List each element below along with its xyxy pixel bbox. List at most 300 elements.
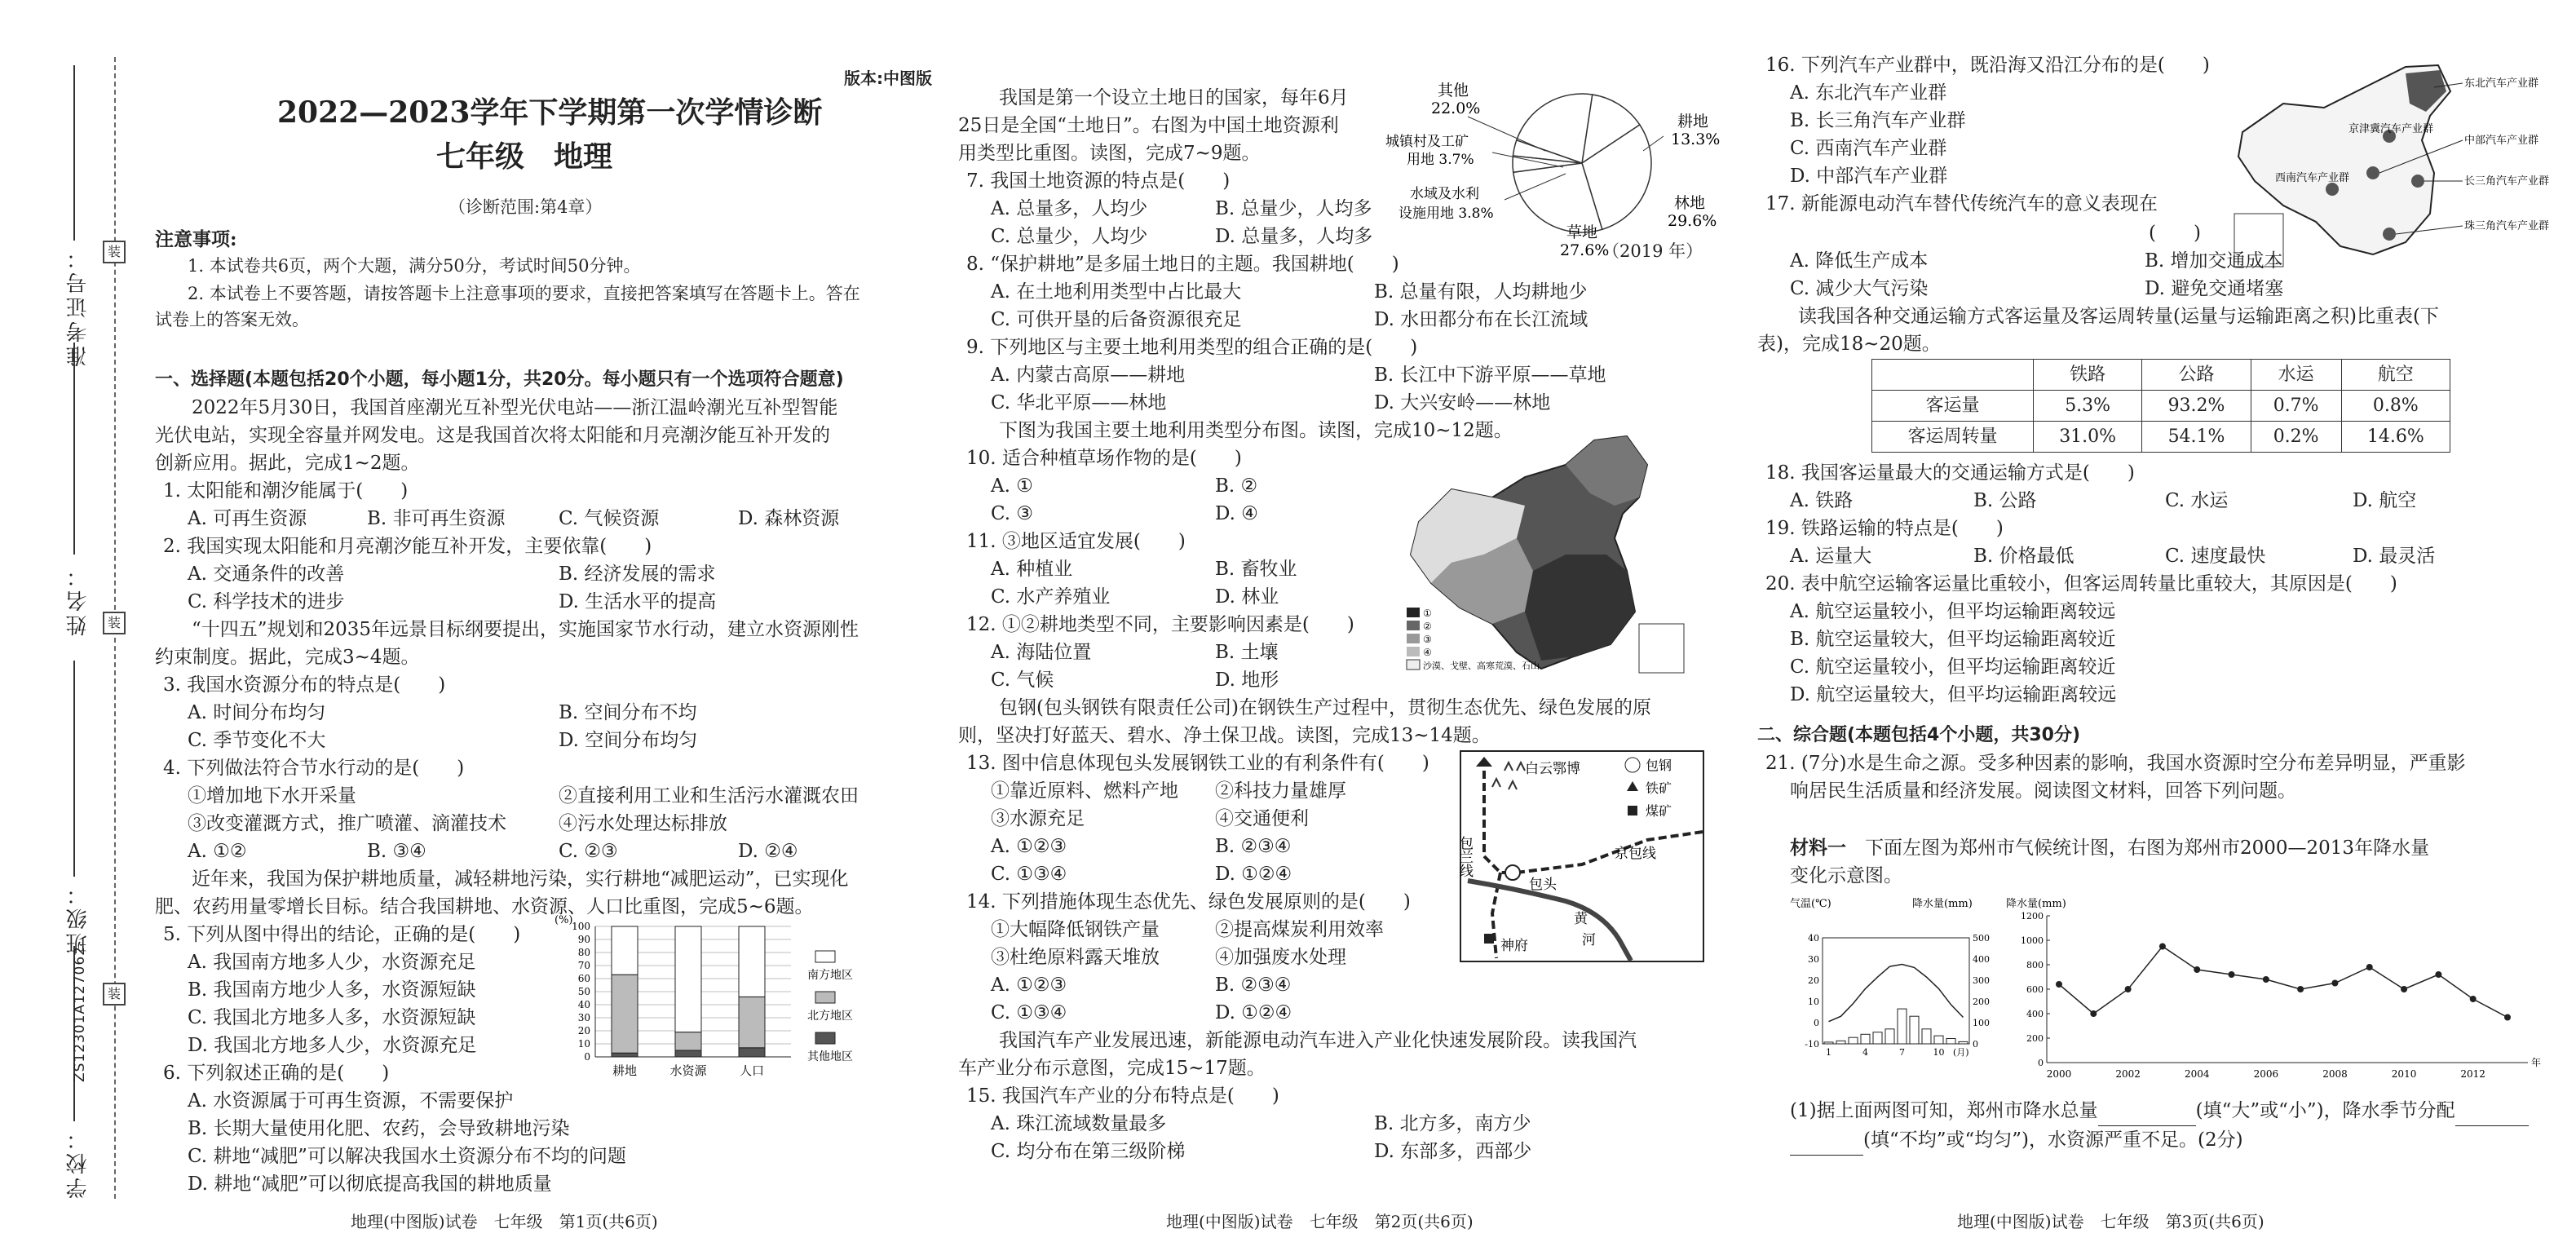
q9-option-b[interactable]: B. 长江中下游平原——草地	[1374, 365, 1606, 386]
precipitation-bar	[1934, 1036, 1943, 1044]
southwest-cluster	[2326, 183, 2339, 196]
rainfall-point	[2401, 986, 2407, 992]
legend-steel-icon	[1625, 758, 1640, 772]
edition-label: 版本:中图版	[844, 69, 932, 88]
q20-option-b[interactable]: B. 航空运量较大，但平均运输距离较近	[1790, 629, 2116, 650]
question-21-1	[1790, 1096, 2529, 1126]
q2-option-a[interactable]: A. 交通条件的改善	[188, 564, 345, 585]
x-tick-label: 2000	[2046, 1068, 2072, 1080]
precipitation-bar	[1873, 1032, 1882, 1044]
table-header-row	[1872, 360, 2450, 391]
precipitation-bar	[1849, 1037, 1858, 1044]
q3-option-b[interactable]: B. 空间分布不均	[559, 702, 697, 723]
question-16: 16. 下列汽车产业群中，既沿海又沿江分布的是( )	[1765, 55, 2210, 76]
q19-option-a[interactable]: A. 运量大	[1790, 546, 1872, 567]
precipitation-tick: 100	[1973, 1018, 1990, 1028]
q14-item-2: ②提高煤炭利用效率	[1215, 919, 1384, 940]
question-21-1-text: (填“大”或“小”)，降水季节分配	[2195, 1100, 2455, 1121]
precipitation-axis-label: 降水量(mm)	[1912, 898, 1973, 910]
q12-option-c[interactable]: C. 气候	[991, 670, 1054, 691]
pie-label-other: 其他	[1438, 82, 1469, 99]
q18-option-b[interactable]: B. 公路	[1973, 490, 2037, 511]
exam-scope: （诊断范围:第4章）	[448, 197, 603, 217]
zhengzhou-climate-chart	[1790, 895, 2002, 1059]
q4-item-2: ②直接利用工业和生活污水灌溉农田	[559, 785, 859, 807]
q17-option-d[interactable]: D. 避免交通堵塞	[2145, 278, 2284, 299]
x-tick-label: 2006	[2253, 1068, 2279, 1080]
exam-subtitle: 七年级 地理	[436, 139, 613, 174]
table-header	[1872, 360, 2034, 391]
passage-8: 表)，完成18~20题。	[1757, 334, 1941, 355]
legend-label-2: ②	[1423, 621, 1432, 632]
q13-option-c[interactable]: C. ①③④	[991, 864, 1067, 885]
q3-option-a[interactable]: A. 时间分布均匀	[188, 702, 326, 723]
label-baiyun-ebo: 白云鄂博	[1525, 761, 1580, 777]
q1-option-d[interactable]: D. 森林资源	[738, 508, 840, 529]
bar-segment	[612, 975, 638, 1053]
q14-option-b[interactable]: B. ②③④	[1215, 975, 1292, 996]
q10-option-b[interactable]: B. ②	[1215, 475, 1258, 497]
label-pearl: 珠三角汽车产业群	[2464, 220, 2550, 232]
q18-option-c[interactable]: C. 水运	[2165, 490, 2229, 511]
passage-3: 近年来，我国为保护耕地质量，减轻耕地污染，实行耕地“减肥运动”，已实现化	[192, 869, 849, 890]
question-17: 17. 新能源电动汽车替代传统汽车的意义表现在	[1765, 193, 2158, 214]
q14-item-4: ④加强废水处理	[1215, 947, 1346, 968]
q4-option-b[interactable]: B. ③④	[367, 841, 426, 862]
question-5: 5. 下列从图中得出的结论，正确的是( )	[163, 924, 521, 945]
pie-label-town: 城镇村及工矿	[1385, 134, 1469, 150]
y-tick-label: 80	[577, 947, 590, 958]
q17-option-c[interactable]: C. 减少大气污染	[1790, 278, 1929, 299]
bar-segment	[739, 926, 765, 997]
q6-option-a[interactable]: A. 水资源属于可再生资源，不需要保护	[188, 1090, 514, 1112]
label-baolan-line: 包兰线	[1456, 836, 1473, 877]
q20-option-a[interactable]: A. 航空运量较小，但平均运输距离较远	[1790, 601, 2116, 622]
q15-option-b[interactable]: B. 北方多，南方少	[1374, 1113, 1531, 1134]
y-axis-label: 降水量(mm)	[2006, 898, 2066, 910]
precipitation-bar	[1959, 1041, 1968, 1044]
pie-value-forest: 29.6%	[1668, 212, 1717, 230]
passage-5: 下图为我国主要土地利用类型分布图。读图，完成10~12题。	[999, 420, 1513, 441]
rainfall-point	[2263, 976, 2269, 983]
month-tick: 10	[1933, 1047, 1945, 1058]
question-14: 14. 下列措施体现生态优先、绿色发展原则的是( )	[966, 891, 1411, 913]
label-river: 河	[1582, 932, 1596, 948]
legend-swatch	[815, 1032, 835, 1044]
note-2b: 试卷上的答案无效。	[155, 310, 309, 329]
question-15: 15. 我国汽车产业的分布特点是( )	[966, 1085, 1279, 1107]
question-21-1-text: (填“不均”或“均匀”)，水资源严重不足。(2分)	[1863, 1129, 2243, 1151]
question-2: 2. 我国实现太阳能和月亮潮汐能互补开发，主要依靠( )	[163, 536, 652, 557]
legend-steel-label: 包钢	[1646, 758, 1672, 773]
table-cell: 客运周转量	[1872, 422, 2034, 453]
q12-option-b[interactable]: B. 土壤	[1215, 642, 1279, 663]
section-2-heading: 二、综合题(本题包括4个小题，共30分)	[1757, 725, 2081, 745]
y-tick-label: 1200	[2021, 911, 2044, 922]
page-2-footer: 地理(中图版)试卷 七年级 第2页(共6页)	[1166, 1212, 1474, 1231]
y-tick-label: 600	[2026, 984, 2044, 995]
precipitation-tick: 200	[1973, 997, 1990, 1007]
school-label: 学校：	[66, 1125, 91, 1199]
x-tick-label: 耕地	[612, 1063, 638, 1078]
y-tick-label: 0	[2038, 1058, 2044, 1068]
q5-option-b[interactable]: B. 我国南方地少人多，水资源短缺	[188, 979, 476, 1001]
precipitation-bar	[1946, 1039, 1955, 1045]
q13-item-2: ②科技力量雄厚	[1215, 780, 1346, 802]
label-northeast: 东北汽车产业群	[2464, 77, 2539, 90]
seal-mark: 装	[103, 983, 126, 1006]
q8-option-a[interactable]: A. 在土地利用类型中占比最大	[991, 281, 1242, 303]
question-20: 20. 表中航空运输客运量比重较小，但客运周转量比重较大，其原因是( )	[1765, 573, 2397, 594]
paper-code: ZS12301A127062	[72, 946, 88, 1083]
q17-option-a[interactable]: A. 降低生产成本	[1790, 250, 1929, 272]
q18-option-d[interactable]: D. 航空	[2353, 490, 2417, 511]
question-7: 7. 我国土地资源的特点是( )	[966, 170, 1231, 192]
question-21-1-text: (1)据上面两图可知，郑州市降水总量	[1790, 1100, 2098, 1121]
rainfall-point	[2090, 1010, 2097, 1017]
y-tick-label: 50	[577, 986, 590, 997]
pie-value-other: 22.0%	[1431, 99, 1481, 117]
admission-label: 准考证号：	[66, 245, 91, 367]
q9-option-d[interactable]: D. 大兴安岭——林地	[1374, 392, 1551, 413]
rainfall-point	[2366, 964, 2373, 970]
q15-option-d[interactable]: D. 东部多，西部少	[1374, 1141, 1532, 1162]
q4-item-1: ①增加地下水开采量	[188, 785, 356, 807]
q13-option-d[interactable]: D. ①②④	[1215, 864, 1292, 885]
table-header: 公路	[2142, 360, 2251, 391]
pie-slices	[1513, 94, 1651, 232]
question-8: 8. “保护耕地”是多届土地日的主题。我国耕地( )	[966, 254, 1399, 275]
q8-option-c[interactable]: C. 可供开垦的后备资源很充足	[991, 309, 1242, 330]
question-21-1-line2	[1790, 1125, 2243, 1156]
question-21: 响居民生活质量和经济发展。阅读图文材料，回答下列问题。	[1790, 780, 2296, 802]
passage-6: 包钢(包头钢铁有限责任公司)在钢铁生产过程中，贯彻生态优先、绿色发展的原	[999, 697, 1651, 718]
q16-option-b[interactable]: B. 长三角汽车产业群	[1790, 110, 1966, 131]
q1-option-a[interactable]: A. 可再生资源	[188, 508, 307, 529]
car-industry-map	[2226, 59, 2561, 271]
pie-value-water: 设施用地 3.8%	[1398, 206, 1494, 222]
legend-coal-icon	[1628, 806, 1637, 815]
y-tick-label: 1000	[2021, 935, 2044, 946]
precipitation-bar	[1861, 1034, 1870, 1044]
q12-option-d[interactable]: D. 地形	[1215, 670, 1279, 691]
q4-option-c[interactable]: C. ②③	[559, 841, 618, 862]
q16-option-d[interactable]: D. 中部汽车产业群	[1790, 166, 1948, 187]
q8-option-b[interactable]: B. 总量有限，人均耕地少	[1374, 281, 1588, 303]
temperature-tick: 40	[1808, 933, 1819, 944]
precipitation-bar	[1885, 1029, 1894, 1044]
passage-4: 25日是全国“土地日”。右图为中国土地资源利	[958, 115, 1339, 136]
y-tick-label: 40	[577, 999, 590, 1010]
q7-option-d[interactable]: D. 总量多，人均多	[1215, 226, 1373, 247]
bar-segment	[612, 926, 638, 975]
pie-label-water: 水域及水利	[1410, 186, 1479, 202]
table-header: 航空	[2341, 360, 2450, 391]
q10-option-c[interactable]: C. ③	[991, 503, 1034, 524]
name-label: 姓名：	[66, 563, 91, 636]
exam-title: 2022—2023学年下学期第一次学情诊断	[277, 95, 823, 130]
passage-1: 创新应用。据此，完成1~2题。	[155, 453, 420, 474]
land-use-map	[1403, 432, 1696, 685]
precipitation-tick: 500	[1973, 933, 1990, 944]
precipitation-bar	[1836, 1041, 1845, 1044]
table-cell: 5.3%	[2033, 391, 2141, 422]
temperature-tick: -10	[1805, 1039, 1819, 1050]
bar-segment	[675, 1032, 701, 1050]
q1-option-c[interactable]: C. 气候资源	[559, 508, 660, 529]
y-tick-label: 100	[572, 921, 590, 932]
precipitation-tick: 300	[1973, 975, 1990, 986]
label-yellow: 黄	[1574, 911, 1588, 927]
legend-label: 其他地区	[807, 1050, 853, 1063]
month-tick: 7	[1899, 1047, 1905, 1058]
legend-label-1: ①	[1423, 608, 1432, 619]
admission-line	[73, 65, 75, 241]
answer-blank-2a[interactable]	[2455, 1096, 2529, 1126]
table-cell: 0.8%	[2341, 391, 2450, 422]
x-tick-label: 2010	[2391, 1068, 2417, 1080]
q12-option-a[interactable]: A. 海陆位置	[991, 642, 1092, 663]
temperature-axis-label: 气温(℃)	[1790, 898, 1831, 910]
q13-item-3: ③水源充足	[991, 808, 1085, 829]
bar-segment	[675, 926, 701, 1032]
legend-swatch-2	[1407, 621, 1420, 630]
question-13: 13. 图中信息体现包头发展钢铁工业的有利条件有( )	[966, 753, 1429, 774]
x-tick-label: 人口	[739, 1063, 765, 1078]
q11-option-d[interactable]: D. 林业	[1215, 586, 1279, 608]
q2-option-b[interactable]: B. 经济发展的需求	[559, 564, 716, 585]
pie-value-grassland: 27.6%	[1560, 241, 1610, 259]
q20-option-d[interactable]: D. 航空运量较大，但平均运输距离较远	[1790, 684, 2117, 705]
q13-option-b[interactable]: B. ②③④	[1215, 836, 1292, 857]
question-4: 4. 下列做法符合节水行动的是( )	[163, 758, 465, 779]
q2-option-d[interactable]: D. 生活水平的提高	[559, 591, 717, 612]
passage-2: 约束制度。据此，完成3~4题。	[155, 647, 420, 668]
q19-option-b[interactable]: B. 价格最低	[1973, 546, 2074, 567]
passage-7: 车产业分布示意图，完成15~17题。	[958, 1058, 1266, 1079]
legend-label-3: ③	[1423, 634, 1432, 645]
q14-option-a[interactable]: A. ①②③	[991, 975, 1067, 996]
question-6: 6. 下列叙述正确的是( )	[163, 1063, 390, 1084]
material-1-text: 下面左图为郑州市气候统计图，右图为郑州市2000—2013年降水量	[1846, 838, 2430, 859]
y-tick-label: 30	[577, 1012, 590, 1023]
passage-8: 读我国各种交通运输方式客运量及客运周转量(运量与运输距离之积)比重表(下	[1798, 306, 2439, 327]
q4-item-3: ③改变灌溉方式，推广喷灌、滴灌技术	[188, 813, 506, 834]
table-cell: 54.1%	[2142, 422, 2251, 453]
material-1-heading: 材料一	[1790, 837, 1846, 859]
y-tick-label: 90	[577, 934, 590, 945]
label-yangtze: 长三角汽车产业群	[2464, 175, 2550, 188]
q19-option-c[interactable]: C. 速度最快	[2165, 546, 2266, 567]
precipitation-bar	[1824, 1042, 1833, 1044]
q3-option-d[interactable]: D. 空间分布均匀	[559, 730, 698, 751]
pie-year: （2019 年）	[1602, 241, 1703, 261]
label-central: 中部汽车产业群	[2464, 135, 2539, 147]
pie-label-farmland: 耕地	[1677, 113, 1709, 130]
q4-option-d[interactable]: D. ②④	[738, 841, 798, 862]
table-row	[1872, 422, 2450, 453]
rainfall-point	[2504, 1014, 2511, 1021]
rainfall-point	[2297, 986, 2304, 992]
pie-label-forest: 林地	[1674, 194, 1706, 212]
page-1-footer: 地理(中图版)试卷 七年级 第1页(共6页)	[351, 1212, 658, 1231]
region-farmland	[1525, 555, 1635, 661]
q14-option-d[interactable]: D. ①②④	[1215, 1002, 1292, 1023]
table-cell: 14.6%	[2341, 422, 2450, 453]
passage-1: 2022年5月30日，我国首座潮光互补型光伏电站——浙江温岭潮光互补型智能	[192, 397, 838, 418]
table-header: 铁路	[2033, 360, 2141, 391]
page-3-footer: 地理(中图版)试卷 七年级 第3页(共6页)	[1957, 1212, 2264, 1231]
question-9: 9. 下列地区与主要土地利用类型的组合正确的是( )	[966, 337, 1418, 358]
q10-option-a[interactable]: A. ①	[991, 475, 1033, 497]
note-2: 2. 本试卷上不要答题，请按答题卡上注意事项的要求，直接把答案填写在答题卡上。答在	[188, 284, 860, 303]
q14-item-3: ③杜绝原料露天堆放	[991, 947, 1160, 968]
label-jingbao-line: 京包线	[1615, 846, 1656, 862]
q16-option-a[interactable]: A. 东北汽车产业群	[1790, 82, 1947, 104]
passage-1: 光伏电站，实现全容量并网发电。这是我国首次将太阳能和月亮潮汐能互补开发的	[155, 425, 830, 446]
legend-label: 北方地区	[807, 1010, 853, 1023]
table-cell: 客运量	[1872, 391, 2034, 422]
legend-iron-label: 铁矿	[1646, 780, 1672, 796]
baotou-steel-icon	[1505, 865, 1520, 880]
q14-option-c[interactable]: C. ①③④	[991, 1002, 1067, 1023]
bar-segment	[675, 1050, 701, 1057]
x-tick-label: 2008	[2322, 1068, 2348, 1080]
coal-mine-icon	[1484, 934, 1494, 944]
precipitation-bar	[1922, 1029, 1931, 1044]
q7-option-b[interactable]: B. 总量少，人均多	[1215, 198, 1372, 219]
q19-option-d[interactable]: D. 最灵活	[2353, 546, 2436, 567]
zhengzhou-rainfall-chart	[2006, 895, 2561, 1085]
pie-label-grassland: 草地	[1566, 223, 1598, 241]
seal-mark: 装	[103, 612, 126, 634]
q1-option-b[interactable]: B. 非可再生资源	[367, 508, 506, 529]
q13-option-a[interactable]: A. ①②③	[991, 836, 1067, 857]
q5-option-d[interactable]: D. 我国北方地多人少，水资源充足	[188, 1035, 477, 1056]
question-21: 21. (7分)水是生命之源。受多种因素的影响，我国水资源时空分布差异明显，严重影	[1765, 753, 2466, 774]
resource-share-chart	[555, 912, 897, 1083]
answer-blank-1[interactable]	[2098, 1096, 2196, 1126]
q6-option-b[interactable]: B. 长期大量使用化肥、农药，会导致耕地污染	[188, 1118, 570, 1139]
legend-coal-label: 煤矿	[1646, 803, 1672, 819]
rainfall-point	[2331, 980, 2338, 987]
q10-option-d[interactable]: D. ④	[1215, 503, 1258, 524]
q13-item-4: ④交通便利	[1215, 808, 1309, 829]
table-cell: 0.7%	[2251, 391, 2341, 422]
rainfall-point	[2194, 966, 2200, 973]
q2-option-c[interactable]: C. 科学技术的进步	[188, 591, 345, 612]
q3-option-c[interactable]: C. 季节变化不大	[188, 730, 326, 751]
q11-option-a[interactable]: A. 种植业	[991, 559, 1073, 580]
name-line	[73, 343, 75, 555]
material-1-text: 变化示意图。	[1790, 865, 1902, 886]
legend-swatch-4	[1407, 647, 1420, 656]
rainfall-point	[2056, 981, 2062, 988]
question-11: 11. ③地区适宜发展( )	[966, 531, 1186, 552]
q11-option-b[interactable]: B. 畜牧业	[1215, 559, 1297, 580]
q4-option-a[interactable]: A. ①②	[188, 841, 247, 862]
q20-option-c[interactable]: C. 航空运量较小，但平均运输距离较近	[1790, 656, 2116, 678]
q4-item-4: ④污水处理达标排放	[559, 813, 727, 834]
y-tick-label: 60	[577, 973, 590, 984]
question-17-paren: ( )	[2149, 223, 2201, 244]
x-tick-label: 2012	[2460, 1068, 2485, 1080]
q18-option-a[interactable]: A. 铁路	[1790, 490, 1854, 511]
q14-item-1: ①大幅降低钢铁产量	[991, 919, 1160, 940]
precipitation-tick: 400	[1973, 954, 1990, 965]
q16-option-c[interactable]: C. 西南汽车产业群	[1790, 138, 1947, 159]
q9-option-c[interactable]: C. 华北平原——林地	[991, 392, 1167, 413]
q9-option-a[interactable]: A. 内蒙古高原——耕地	[991, 365, 1186, 386]
temperature-tick: 20	[1808, 975, 1819, 986]
y-tick-label: 200	[2026, 1033, 2044, 1044]
x-tick-label: 2004	[2184, 1068, 2210, 1080]
temperature-tick: 30	[1808, 954, 1819, 965]
rainfall-point	[2159, 944, 2166, 950]
y-tick-label: 0	[584, 1051, 590, 1063]
plot-frame	[1823, 938, 1969, 1044]
x-unit-label: 年	[2531, 1057, 2542, 1068]
legend-swatch	[815, 992, 835, 1003]
q6-option-d[interactable]: D. 耕地“减肥”可以彻底提高我国的耕地质量	[188, 1173, 552, 1195]
q11-option-c[interactable]: C. 水产养殖业	[991, 586, 1111, 608]
q5-option-a[interactable]: A. 我国南方地多人少，水资源充足	[188, 952, 476, 973]
x-tick-label: 2002	[2115, 1068, 2141, 1080]
answer-blank-2b[interactable]	[1790, 1125, 1863, 1156]
question-12: 12. ①②耕地类型不同，主要影响因素是( )	[966, 614, 1354, 635]
section-1-heading: 一、选择题(本题包括20个小题，每小题1分，共20分。每小题只有一个选项符合题意)	[155, 369, 844, 390]
y-tick-label: 20	[577, 1025, 590, 1036]
notes-heading: 注意事项:	[155, 228, 237, 250]
table-cell: 0.2%	[2251, 422, 2341, 453]
rainfall-point	[2435, 971, 2441, 978]
q7-option-c[interactable]: C. 总量少，人均少	[991, 226, 1148, 247]
table-cell: 31.0%	[2033, 422, 2141, 453]
y-tick-label: 800	[2026, 960, 2044, 970]
passage-6: 则，坚决打好蓝天、碧水、净土保卫战。读图，完成13~14题。	[958, 725, 1491, 746]
legend-label-4: ④	[1423, 647, 1432, 658]
q7-option-a[interactable]: A. 总量多，人均少	[991, 198, 1148, 219]
month-tick: 4	[1862, 1047, 1868, 1058]
q15-option-a[interactable]: A. 珠江流域数量最多	[991, 1113, 1167, 1134]
q17-option-b[interactable]: B. 增加交通成本	[2145, 250, 2283, 272]
question-1: 1. 太阳能和潮汐能属于( )	[163, 480, 409, 502]
pearl-delta-cluster	[2383, 228, 2396, 241]
rainfall-point	[2470, 996, 2477, 1002]
transport-table	[1871, 359, 2450, 453]
q13-item-1: ①靠近原料、燃料产地	[991, 780, 1178, 802]
y-axis-label: (%)	[555, 914, 573, 926]
class-label: 班级：	[66, 881, 91, 954]
q8-option-d[interactable]: D. 水田都分布在长江流域	[1374, 309, 1588, 330]
pie-value-town: 用地 3.7%	[1407, 152, 1474, 168]
question-3: 3. 我国水资源分布的特点是( )	[163, 674, 446, 696]
question-10: 10. 适合种植草场作物的是( )	[966, 448, 1242, 469]
q5-option-c[interactable]: C. 我国北方地多人多，水资源短缺	[188, 1007, 476, 1028]
q15-option-c[interactable]: C. 均分布在第三级阶梯	[991, 1141, 1186, 1162]
passage-4: 用类型比重图。读图，完成7~9题。	[958, 143, 1261, 164]
pie-value-farmland: 13.3%	[1671, 130, 1721, 148]
legend-swatch-1	[1407, 608, 1420, 617]
baotou-map	[1456, 750, 1704, 962]
label-shenfu: 神府	[1500, 938, 1528, 954]
x-tick-label: 水资源	[669, 1063, 707, 1078]
passage-4: 我国是第一个设立土地日的国家，每年6月	[999, 87, 1349, 108]
y-tick-label: 400	[2026, 1009, 2044, 1019]
legend-swatch-3	[1407, 634, 1420, 643]
q6-option-c[interactable]: C. 耕地“减肥”可以解决我国水土资源分布不均的问题	[188, 1146, 626, 1167]
legend-swatch-5	[1407, 660, 1420, 670]
